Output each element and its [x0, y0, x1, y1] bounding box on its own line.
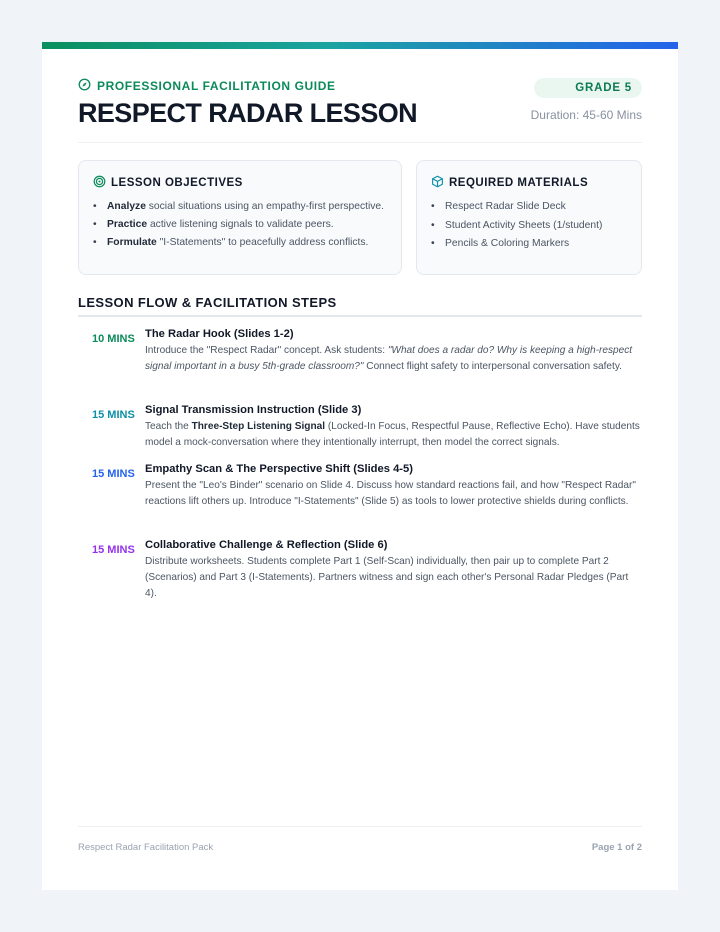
objectives-list: [93, 199, 387, 251]
footer-divider: [78, 826, 642, 827]
page-title: RESPECT RADAR LESSON: [78, 98, 418, 128]
materials-heading: [431, 175, 627, 191]
step-body: [145, 463, 642, 510]
step-description: Present the "Leo's Binder" scenario on Slide 4. Discuss how standard reactions fail, and how "Respect Radar" reactions lift others up. Introduce "I-Statements" (Slide 5) as tools to lower protective shields during conflicts.: [145, 480, 636, 507]
list-item: • Pencils & Coloring Markers: [431, 236, 627, 252]
header-divider: [78, 142, 642, 143]
list-item: • Respect Radar Slide Deck: [431, 199, 627, 215]
materials-list: [431, 199, 627, 252]
step-time: 15 MINS: [92, 468, 135, 480]
flow-heading: LESSON FLOW & FACILITATION STEPS: [78, 295, 337, 310]
step-time: 10 MINS: [92, 333, 135, 345]
step-title: Empathy Scan & The Perspective Shift (Slides 4-5): [145, 463, 413, 475]
page-number: Page 1 of 2: [591, 842, 642, 853]
eyebrow-label: PROFESSIONAL FACILITATION GUIDE: [97, 79, 336, 93]
step-description: Distribute worksheets. Students complete Part 1 (Self-Scan) individually, then pair up to complete Part 2 (Scenarios) and Part 3 (I-Statements). Partners witness and sign each other's Personal Radar Pledges (Part 4).: [145, 556, 629, 599]
materials-card: [416, 160, 642, 275]
flow-rule: [78, 315, 642, 317]
page-header: [78, 78, 642, 142]
step-title: Signal Transmission Instruction (Slide 3): [145, 404, 362, 416]
list-item: • Analyze social situations using an empathy-first perspective.: [93, 199, 387, 215]
document-page: [42, 42, 678, 890]
objectives-heading: [93, 175, 387, 191]
grade-badge: GRADE 5: [534, 78, 642, 98]
list-item: • Practice active listening signals to validate peers.: [93, 217, 387, 233]
step-time: 15 MINS: [92, 544, 135, 556]
list-item: • Student Activity Sheets (1/student): [431, 218, 627, 234]
footer-title: Respect Radar Facilitation Pack: [78, 842, 214, 853]
step-body: [145, 539, 642, 601]
compass-icon: [78, 78, 91, 94]
list-item: • Formulate "I-Statements" to peacefully address conflicts.: [93, 235, 387, 251]
step-description: Teach the Three-Step Listening Signal (Locked-In Focus, Respectful Pause, Reflective Echo). Have students model a mock-conversation where they intentionally interrupt, then model the correct signals.: [145, 421, 640, 448]
step-body: [145, 328, 642, 375]
target-icon: [93, 175, 106, 191]
duration-text: Duration: 45-60 Mins: [530, 108, 642, 122]
step-title: Collaborative Challenge & Reflection (Slide 6): [145, 539, 388, 551]
accent-bar: [42, 42, 678, 49]
step-description: Introduce the "Respect Radar" concept. Ask students: "What does a radar do? Why is keeping a high-respect signal important in a busy 5th-grade classroom?" Connect flight safety to interpersonal conversation safety.: [145, 345, 633, 372]
step-body: [145, 404, 642, 451]
objectives-card: [78, 160, 402, 275]
step-title: The Radar Hook (Slides 1-2): [145, 328, 294, 340]
step-time: 15 MINS: [92, 409, 135, 421]
box-icon: [431, 175, 444, 191]
materials-title: REQUIRED MATERIALS: [449, 177, 589, 189]
objectives-title: LESSON OBJECTIVES: [111, 177, 243, 189]
